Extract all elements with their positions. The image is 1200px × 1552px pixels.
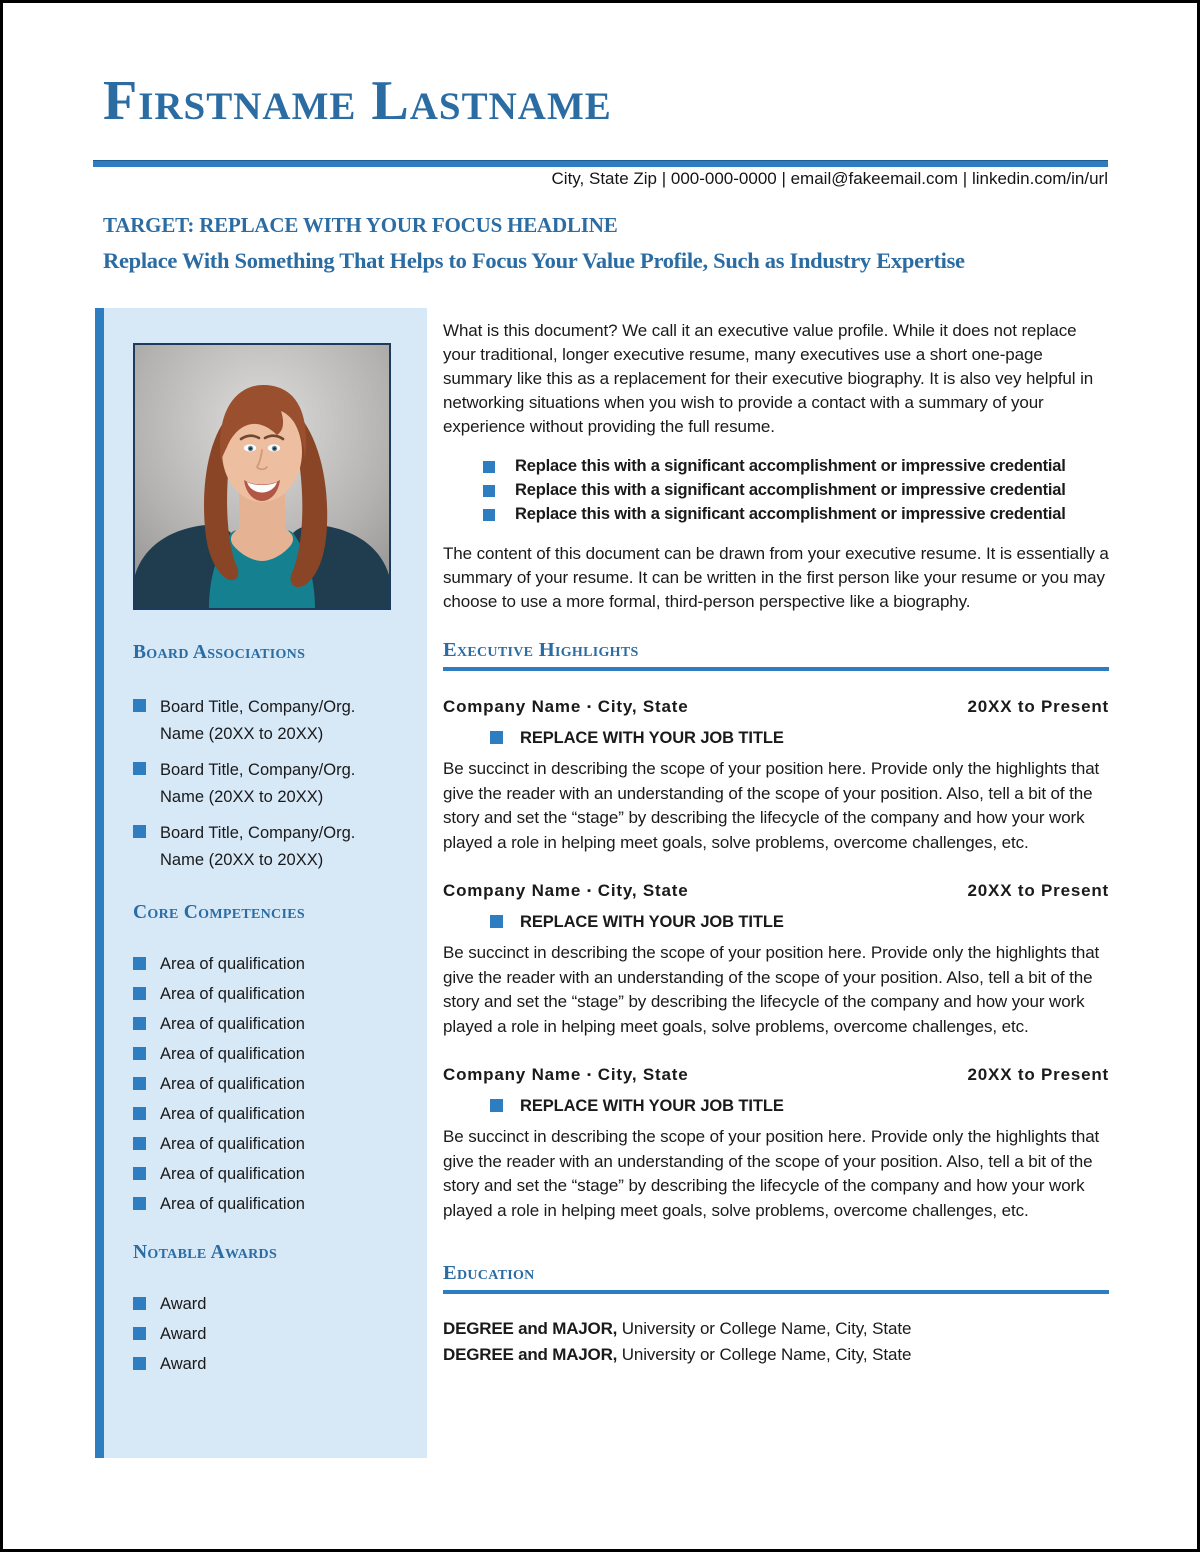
job-description: Be succinct in describing the scope of your position here. Provide only the highlights that give the reader with an understanding of the scope of your position. Also, tell a bit of the story and set the “stage” by describing the lifecycle of the company and how your work played a role in helping meet goals, solve problems, overcome challenges, etc. <box>443 1127 1100 1220</box>
job-entry <box>443 696 1109 855</box>
list-item: Board Title, Company/Org. Name (20XX to 20XX) <box>133 820 409 874</box>
separator-square-icon: ▪ <box>587 1069 592 1082</box>
list-item: Area of qualification <box>133 1104 409 1124</box>
list-item: Award <box>133 1354 409 1374</box>
separator-square-icon: ▪ <box>587 885 592 898</box>
job-description: Be succinct in describing the scope of your position here. Provide only the highlights that give the reader with an understanding of the scope of your position. Also, tell a bit of the story and set the “stage” by describing the lifecycle of the company and how your work played a role in helping meet goals, solve problems, overcome challenges, etc. <box>443 943 1100 1036</box>
list-item: Area of qualification <box>133 1014 409 1034</box>
list-item: Board Title, Company/Org. Name (20XX to 20XX) <box>133 694 409 748</box>
list-item: Area of qualification <box>133 1134 409 1154</box>
square-bullet-icon <box>133 1167 146 1180</box>
job-header <box>443 1064 1109 1086</box>
list-item: Area of qualification <box>133 1164 409 1184</box>
list-item: Area of qualification <box>133 1194 409 1214</box>
list-item: Replace this with a significant accomplishment or impressive credential <box>483 455 1109 479</box>
square-bullet-icon <box>133 957 146 970</box>
sidebar-heading-board-associations: Board Associations <box>133 642 306 663</box>
square-bullet-icon <box>133 762 146 775</box>
board-associations-list <box>133 694 409 874</box>
education-entry: DEGREE and MAJOR, University or College Name, City, State <box>443 1319 912 1339</box>
notable-awards-list <box>133 1294 409 1374</box>
profile-photo-illustration <box>135 345 389 608</box>
list-item: Award <box>133 1324 409 1344</box>
square-bullet-icon <box>133 1107 146 1120</box>
profile-photo <box>133 343 391 610</box>
contact-line: City, State Zip | 000-000-0000 | email@fakeemail.com | linkedin.com/in/url <box>551 169 1108 188</box>
target-block <box>103 213 1115 274</box>
header-divider <box>93 160 1108 167</box>
list-item: Area of qualification <box>133 954 409 974</box>
sidebar-heading-notable-awards: Notable Awards <box>133 1242 278 1263</box>
accomplishment-bullets <box>443 455 1109 526</box>
square-bullet-icon <box>133 1017 146 1030</box>
square-bullet-icon <box>133 1197 146 1210</box>
square-bullet-icon <box>490 915 503 928</box>
square-bullet-icon <box>490 1099 503 1112</box>
job-header <box>443 880 1109 902</box>
list-item: Replace this with a significant accomplishment or impressive credential <box>483 503 1109 527</box>
square-bullet-icon <box>133 987 146 1000</box>
square-bullet-icon <box>133 1047 146 1060</box>
sidebar-accent-bar <box>95 308 104 1458</box>
square-bullet-icon <box>483 461 495 473</box>
job-title: REPLACE WITH YOUR JOB TITLE <box>443 1096 1109 1116</box>
square-bullet-icon <box>133 825 146 838</box>
separator-square-icon: ▪ <box>587 701 592 714</box>
main-content <box>443 319 1109 1368</box>
square-bullet-icon <box>133 1327 146 1340</box>
job-title: REPLACE WITH YOUR JOB TITLE <box>443 728 1109 748</box>
square-bullet-icon <box>133 1077 146 1090</box>
sidebar-heading-core-competencies: Core Competencies <box>133 902 305 923</box>
target-headline: TARGET: REPLACE WITH YOUR FOCUS HEADLINE <box>103 213 618 237</box>
job-dates: 20XX to Present <box>967 881 1109 901</box>
square-bullet-icon <box>483 485 495 497</box>
square-bullet-icon <box>133 1357 146 1370</box>
list-item: Area of qualification <box>133 984 409 1004</box>
job-company-location: Company Name ▪ City, State <box>443 1065 689 1085</box>
square-bullet-icon <box>133 1297 146 1310</box>
square-bullet-icon <box>490 731 503 744</box>
job-entry <box>443 1064 1109 1223</box>
sidebar-content <box>133 642 409 1402</box>
job-header <box>443 696 1109 718</box>
job-dates: 20XX to Present <box>967 1065 1109 1085</box>
education-entry: DEGREE and MAJOR, University or College Name, City, State <box>443 1345 912 1365</box>
person-name: Firstname Lastname <box>103 70 612 132</box>
list-item: Area of qualification <box>133 1044 409 1064</box>
job-entry <box>443 880 1109 1039</box>
core-competencies-list <box>133 954 409 1214</box>
intro-paragraph-2: The content of this document can be drawn from your executive resume. It is essentially a summary of your resume. It can be written in the first person like your resume or you may choose to use a more formal, third-person perspective like a biography. <box>443 544 1109 612</box>
list-item: Board Title, Company/Org. Name (20XX to 20XX) <box>133 757 409 811</box>
job-dates: 20XX to Present <box>967 697 1109 717</box>
section-heading-executive-highlights: Executive Highlights <box>443 638 1109 671</box>
section-heading-education: Education <box>443 1261 1109 1294</box>
square-bullet-icon <box>133 699 146 712</box>
list-item: Area of qualification <box>133 1074 409 1094</box>
job-company-location: Company Name ▪ City, State <box>443 697 689 717</box>
job-title: REPLACE WITH YOUR JOB TITLE <box>443 912 1109 932</box>
job-company-location: Company Name ▪ City, State <box>443 881 689 901</box>
sidebar <box>104 308 427 1458</box>
list-item: Award <box>133 1294 409 1314</box>
intro-paragraph: What is this document? We call it an executive value profile. While it does not replace your traditional, longer executive resume, many executives use a short one-page summary like this as a replacement for their executive biography. It is also vey helpful in networking situations when you wish to provide a contact with a summary of your experience without providing the full resume. <box>443 321 1094 436</box>
target-subheadline: Replace With Something That Helps to Focus Your Value Profile, Such as Industry Expertise <box>103 248 965 273</box>
square-bullet-icon <box>133 1137 146 1150</box>
list-item: Replace this with a significant accomplishment or impressive credential <box>483 479 1109 503</box>
square-bullet-icon <box>483 509 495 521</box>
job-description: Be succinct in describing the scope of your position here. Provide only the highlights that give the reader with an understanding of the scope of your position. Also, tell a bit of the story and set the “stage” by describing the lifecycle of the company and how your work played a role in helping meet goals, solve problems, overcome challenges, etc. <box>443 759 1100 852</box>
